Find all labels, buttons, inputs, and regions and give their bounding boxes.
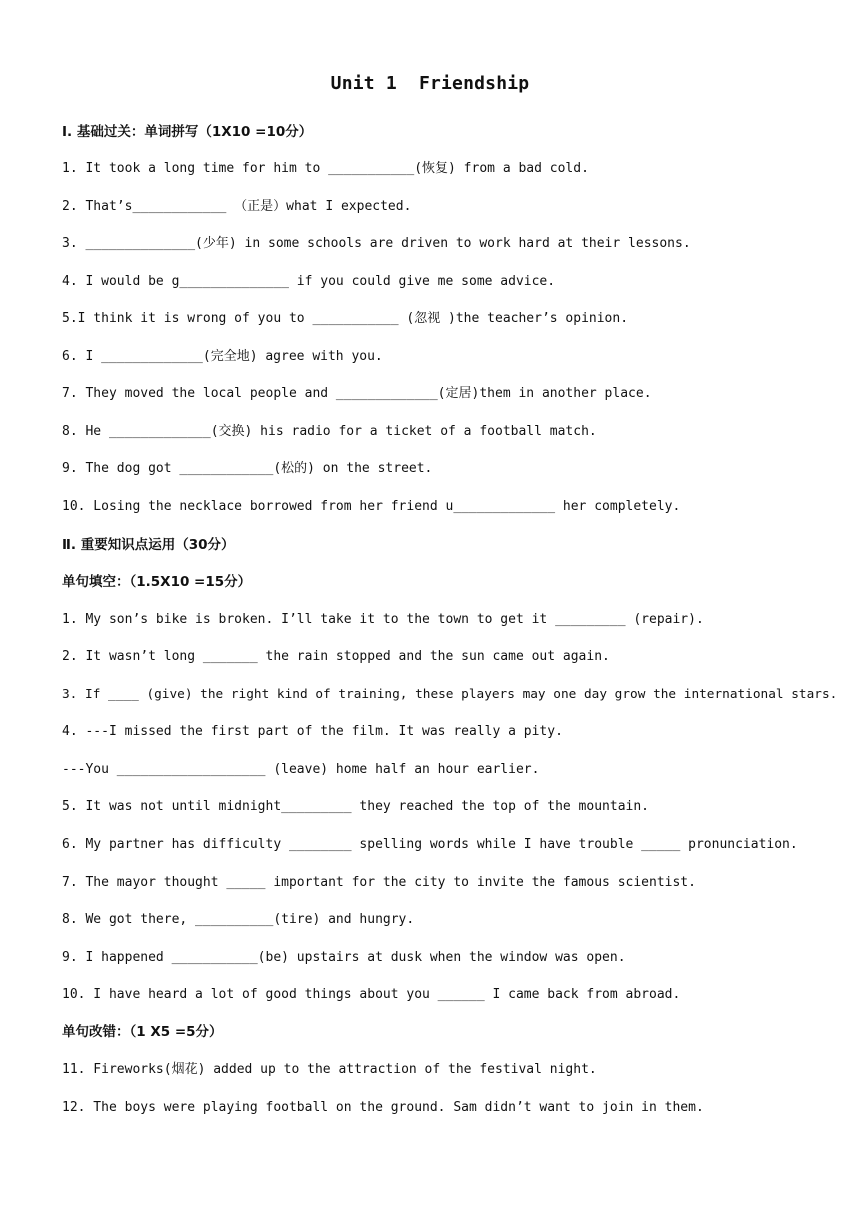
section1-item-8: 8. He _____________(交换) his radio for a ticket of a football match. (62, 424, 597, 439)
section1-item-4: 4. I would be g______________ if you could give me some advice. (62, 274, 556, 289)
fill-in-item-4: 4. ---I missed the first part of the film. It was really a pity. (62, 724, 563, 739)
error-correction-item-12: 12. The boys were playing football on the ground. Sam didn’t want to join in them. (62, 1100, 704, 1115)
fill-in-item-5: 5. It was not until midnight_________ they reached the top of the mountain. (62, 799, 649, 814)
section1-item-2: 2. That’s____________ （正是）what I expected. (62, 199, 412, 214)
section2-heading: Ⅱ. 重要知识点运用（30分） (62, 537, 235, 553)
section1-item-9: 9. The dog got ____________(松的) on the street. (62, 461, 433, 476)
fill-in-item-2: 2. It wasn’t long _______ the rain stopped and the sun came out again. (62, 649, 610, 664)
section2-fill-in-heading: 单句填空：（1.5X10 =15分） (62, 574, 252, 590)
section1-heading: Ⅰ. 基础过关：单词拼写（1X10 =10分） (62, 124, 313, 140)
page-title: Unit 1 Friendship (330, 73, 530, 94)
fill-in-item-1: 1. My son’s bike is broken. I’ll take it to the town to get it _________ (repair). (62, 612, 704, 627)
section1-item-7: 7. They moved the local people and _____________(定居)them in another place. (62, 386, 652, 401)
fill-in-item-7: 7. The mayor thought _____ important for the city to invite the famous scientist. (62, 875, 696, 890)
section1-item-1: 1. It took a long time for him to ___________(恢复) from a bad cold. (62, 161, 589, 176)
fill-in-item-3: 3. If ____ (give) the right kind of training, these players may one day grow the international stars. (62, 687, 838, 702)
section2-error-correction-heading: 单句改错：（1 X5 =5分） (62, 1024, 223, 1040)
error-correction-item-11: 11. Fireworks(烟花) added up to the attraction of the festival night. (62, 1062, 597, 1077)
section1-item-6: 6. I _____________(完全地) agree with you. (62, 349, 383, 364)
section1-item-5: 5.I think it is wrong of you to ___________ (忽视 )the teacher’s opinion. (62, 311, 629, 326)
fill-in-item-8: 8. We got there, __________(tire) and hungry. (62, 912, 415, 927)
fill-in-item-4-response: ---You ___________________ (leave) home half an hour earlier. (62, 762, 540, 777)
fill-in-item-9: 9. I happened ___________(be) upstairs at dusk when the window was open. (62, 950, 626, 965)
fill-in-item-6: 6. My partner has difficulty ________ spelling words while I have trouble _____ pronunciation. (62, 837, 798, 852)
fill-in-item-10: 10. I have heard a lot of good things about you ______ I came back from abroad. (62, 987, 681, 1002)
section1-item-3: 3. ______________(少年) in some schools are driven to work hard at their lessons. (62, 236, 691, 251)
section1-item-10: 10. Losing the necklace borrowed from her friend u_____________ her completely. (62, 499, 681, 514)
